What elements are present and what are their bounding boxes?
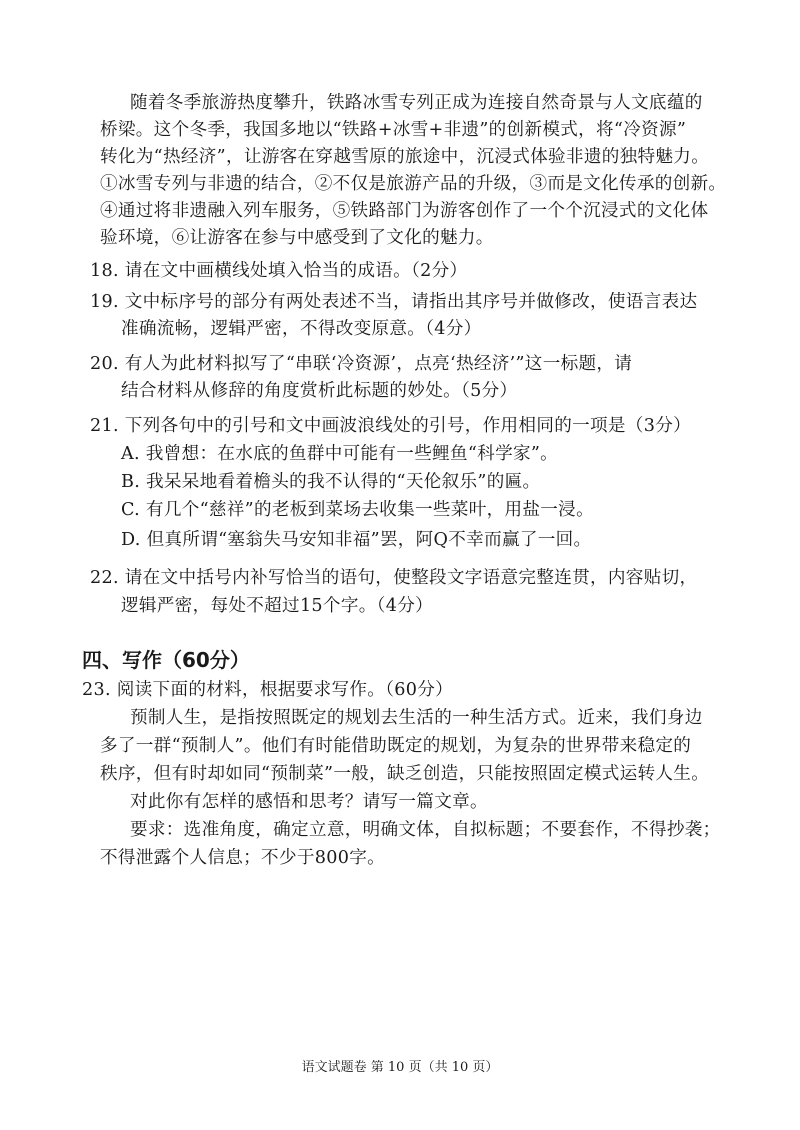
requirements-line-1: 要求：选准角度，确定立意，明确文体，自拟标题；不要套作，不得抄袭； [130, 820, 721, 840]
q21-option-a: A. 我曾想：在水底的鱼群中可能有一些鲤鱼“科学家”。 [121, 444, 559, 464]
q20-line-1: 20. 有人为此材料拟写了“串联‘冷资源’，点亮‘热经济’”这一标题，请 [90, 354, 633, 374]
requirements-line-2: 不得泄露个人信息；不少于800字。 [100, 848, 385, 868]
passage-line-4: ①冰雪专列与非遗的结合，②不仅是旅游产品的升级，③而是文化传承的创新。 [100, 174, 727, 194]
q20-line-2: 结合材料从修辞的角度赏析此标题的妙处。（5分） [121, 381, 518, 401]
passage-line-1: 随着冬季旅游热度攀升，铁路冰雪专列正成为连接自然奇景与人文底蕴的 [130, 93, 703, 113]
passage-line-6: 验环境，⑥让游客在参与中感受到了文化的魅力。 [100, 228, 494, 248]
page-footer: 语文试题卷 第 10 页（共 10 页） [301, 1060, 499, 1075]
q21-option-c: C. 有几个“慈祥”的老板到菜场去收集一些菜叶，用盐一浸。 [121, 500, 594, 520]
q22-line-1: 22. 请在文中括号内补写恰当的语句，使整段文字语意完整连贯，内容贴切， [90, 568, 698, 588]
q21-option-d: D. 但真所谓“塞翁失马安知非福”罢，阿Q不幸而赢了一回。 [121, 530, 592, 550]
passage-line-3: 转化为“热经济”，让游客在穿越雪原的旅途中，沉浸式体验非遗的独特魅力。 [100, 147, 710, 167]
q19-line-2: 准确流畅，逻辑严密，不得改变原意。（4分） [121, 319, 482, 339]
section-heading-writing: 四、写作（60分） [82, 648, 250, 672]
material-line-3: 秩序，但有时却如同“预制菜”一般，缺乏创造，只能按照固定模式运转人生。 [100, 764, 710, 784]
material-line-2: 多了一群“预制人”。他们有时能借助既定的规划，为复杂的世界带来稳定的 [100, 736, 692, 756]
q21-stem: 21. 下列各句中的引号和文中画波浪线处的引号，作用相同的一项是（3分） [90, 416, 691, 436]
q23-stem: 23. 阅读下面的材料，根据要求写作。（60分） [82, 680, 454, 700]
q22-line-2: 逻辑严密，每处不超过15个字。（4分） [121, 596, 433, 616]
passage-line-5: ④通过将非遗融入列车服务，⑤铁路部门为游客创作了一个个沉浸式的文化体 [100, 201, 709, 221]
q19-line-1: 19. 文中标序号的部分有两处表述不当，请指出其序号并做修改，使语言表达 [90, 292, 698, 312]
passage-line-2: 桥梁。这个冬季，我国多地以“铁路+冰雪+非遗”的创新模式，将“冷资源” [100, 120, 687, 140]
q18-line-1: 18. 请在文中画横线处填入恰当的成语。（2分） [90, 261, 468, 281]
q21-option-b: B. 我呆呆地看着檐头的我不认得的“天伦叙乐”的匾。 [121, 472, 541, 492]
material-line-1: 预制人生，是指按照既定的规划去生活的一种生活方式。近来，我们身边 [130, 708, 703, 728]
writing-prompt: 对此你有怎样的感悟和思考？请写一篇文章。 [130, 792, 488, 812]
